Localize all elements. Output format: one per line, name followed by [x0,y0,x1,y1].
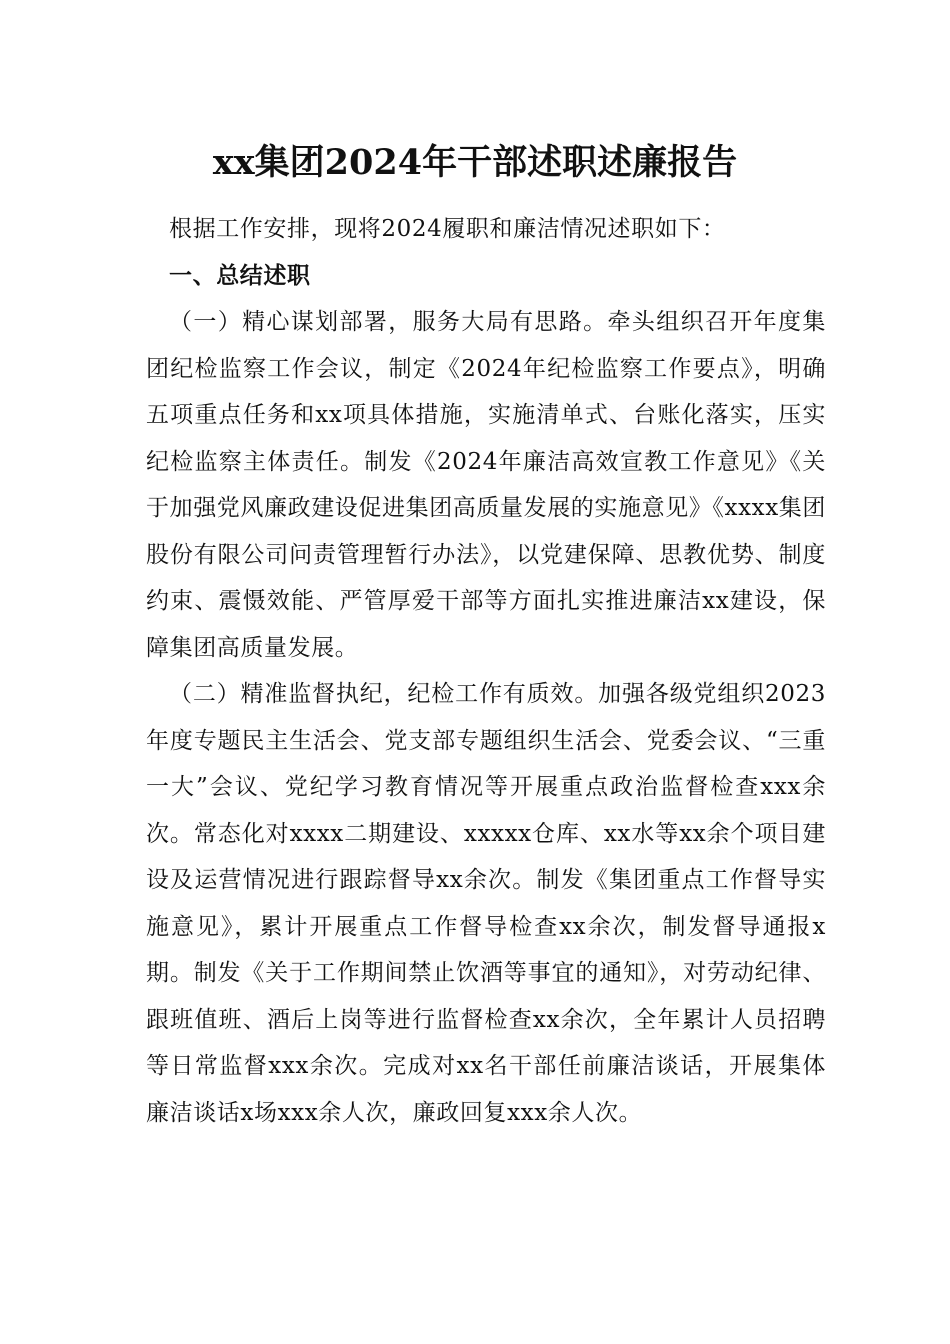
section-heading-summary: 一、总结述职 [169,262,311,289]
paragraph-planning: （一）精心谋划部署，服务大局有思路。牵头组织召开年度集团纪检监察工作会议，制定《2024年纪检监察工作要点》，明确五项重点任务和xx项具体措施，实施清单式、台账化落实，压实纪检监察主体责任。制发《2024年廉洁高效宣教工作意见》《关于加强党风廉政建设促进集团高质量发展的实施意见》《xxxx集团股份有限公司问责管理暂行办法》，以党建保障、思教优势、制度约束、震慑效能、严管厚爱干部等方面扎实推进廉洁xx建设，保障集团高质量发展。 [146,309,826,661]
intro-paragraph: 根据工作安排，现将2024履职和廉洁情况述职如下： [169,216,726,242]
document-title: xx集团2024年干部述职述廉报告 [212,142,738,183]
paragraph-supervision: （二）精准监督执纪，纪检工作有质效。加强各级党组织2023年度专题民主生活会、党支部专题组织生活会、党委会议、“三重一大”会议、党纪学习教育情况等开展重点政治监督检查xxx余次。常态化对xxxx二期建设、xxxxx仓库、xx水等xx余个项目建设及运营情况进行跟踪督导xx余次。制发《集团重点工作督导实施意见》，累计开展重点工作督导检查xx余次，制发督导通报x期。制发《关于工作期间禁止饮酒等事宜的通知》，对劳动纪律、跟班值班、酒后上岗等进行监督检查xx余次，全年累计人员招聘等日常监督xxx余次。完成对xx名干部任前廉洁谈话，开展集体廉洁谈话x场xxx余人次，廉政回复xxx余人次。 [146,681,826,1126]
document-body [146,206,826,1136]
